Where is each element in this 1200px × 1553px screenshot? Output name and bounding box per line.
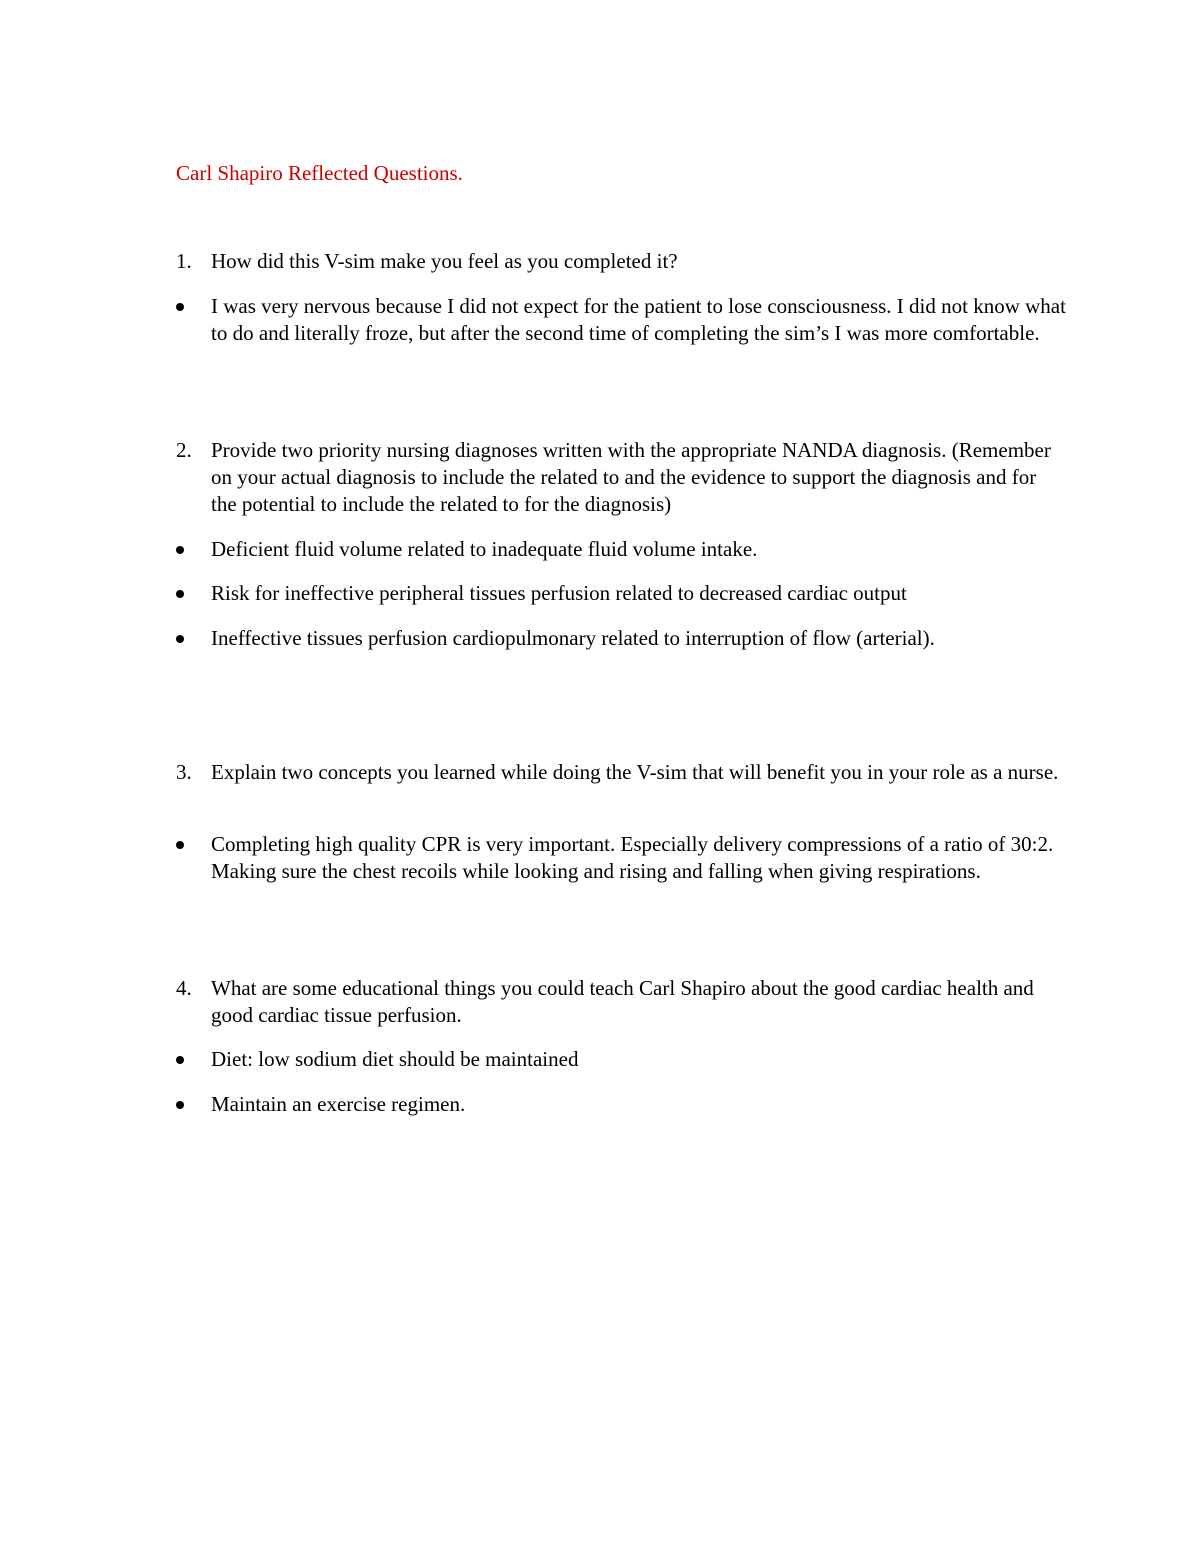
- answer-1-1: [176, 293, 1066, 347]
- question-3: [176, 759, 1066, 786]
- question-text: Explain two concepts you learned while doing the V-sim that will benefit you in your role as a nurse.: [211, 760, 1059, 784]
- answer-4-2: [176, 1091, 1066, 1118]
- answer-text: Ineffective tissues perfusion cardiopulmonary related to interruption of flow (arterial).: [211, 626, 935, 650]
- answer-text: Deficient fluid volume related to inadequate fluid volume intake.: [211, 537, 758, 561]
- bullet-icon: [176, 1056, 184, 1064]
- answer-text: Risk for ineffective peripheral tissues perfusion related to decreased cardiac output: [211, 581, 907, 605]
- question-1: [176, 248, 1066, 275]
- question-number: 2.: [176, 438, 192, 462]
- question-text: What are some educational things you could teach Carl Shapiro about the good cardiac health and good cardiac tissue perfusion.: [211, 976, 1034, 1027]
- answer-4-1: [176, 1046, 1066, 1073]
- bullet-icon: [176, 635, 184, 643]
- bullet-icon: [176, 841, 184, 849]
- answer-3-1: [176, 831, 1066, 885]
- answer-2-1: [176, 536, 1066, 563]
- question-text: Provide two priority nursing diagnoses written with the appropriate NANDA diagnosis. (Remember on your actual diagnosis to include the related to and the evidence to support the diagnosis and for the potential to include the related to for the diagnosis): [211, 438, 1051, 516]
- question-2: [176, 437, 1066, 518]
- question-4: [176, 975, 1066, 1029]
- question-number: 1.: [176, 249, 192, 273]
- answer-2-2: [176, 580, 1066, 607]
- bullet-icon: [176, 590, 184, 598]
- question-number: 4.: [176, 976, 192, 1000]
- answer-text: Maintain an exercise regimen.: [211, 1092, 466, 1116]
- answer-text: I was very nervous because I did not expect for the patient to lose consciousness. I did not know what to do and literally froze, but after the second time of completing the sim’s I was more comfortable.: [211, 294, 1066, 345]
- question-number: 3.: [176, 760, 192, 784]
- question-text: How did this V-sim make you feel as you completed it?: [211, 249, 678, 273]
- answer-text: Diet: low sodium diet should be maintained: [211, 1047, 579, 1071]
- answer-2-3: [176, 625, 1066, 652]
- bullet-icon: [176, 303, 184, 311]
- bullet-icon: [176, 1101, 184, 1109]
- answer-text: Completing high quality CPR is very important. Especially delivery compressions of a ratio of 30:2. Making sure the chest recoils while looking and rising and falling when giving respirations.: [211, 832, 1054, 883]
- bullet-icon: [176, 546, 184, 554]
- document-title: Carl Shapiro Reflected Questions.: [176, 161, 463, 185]
